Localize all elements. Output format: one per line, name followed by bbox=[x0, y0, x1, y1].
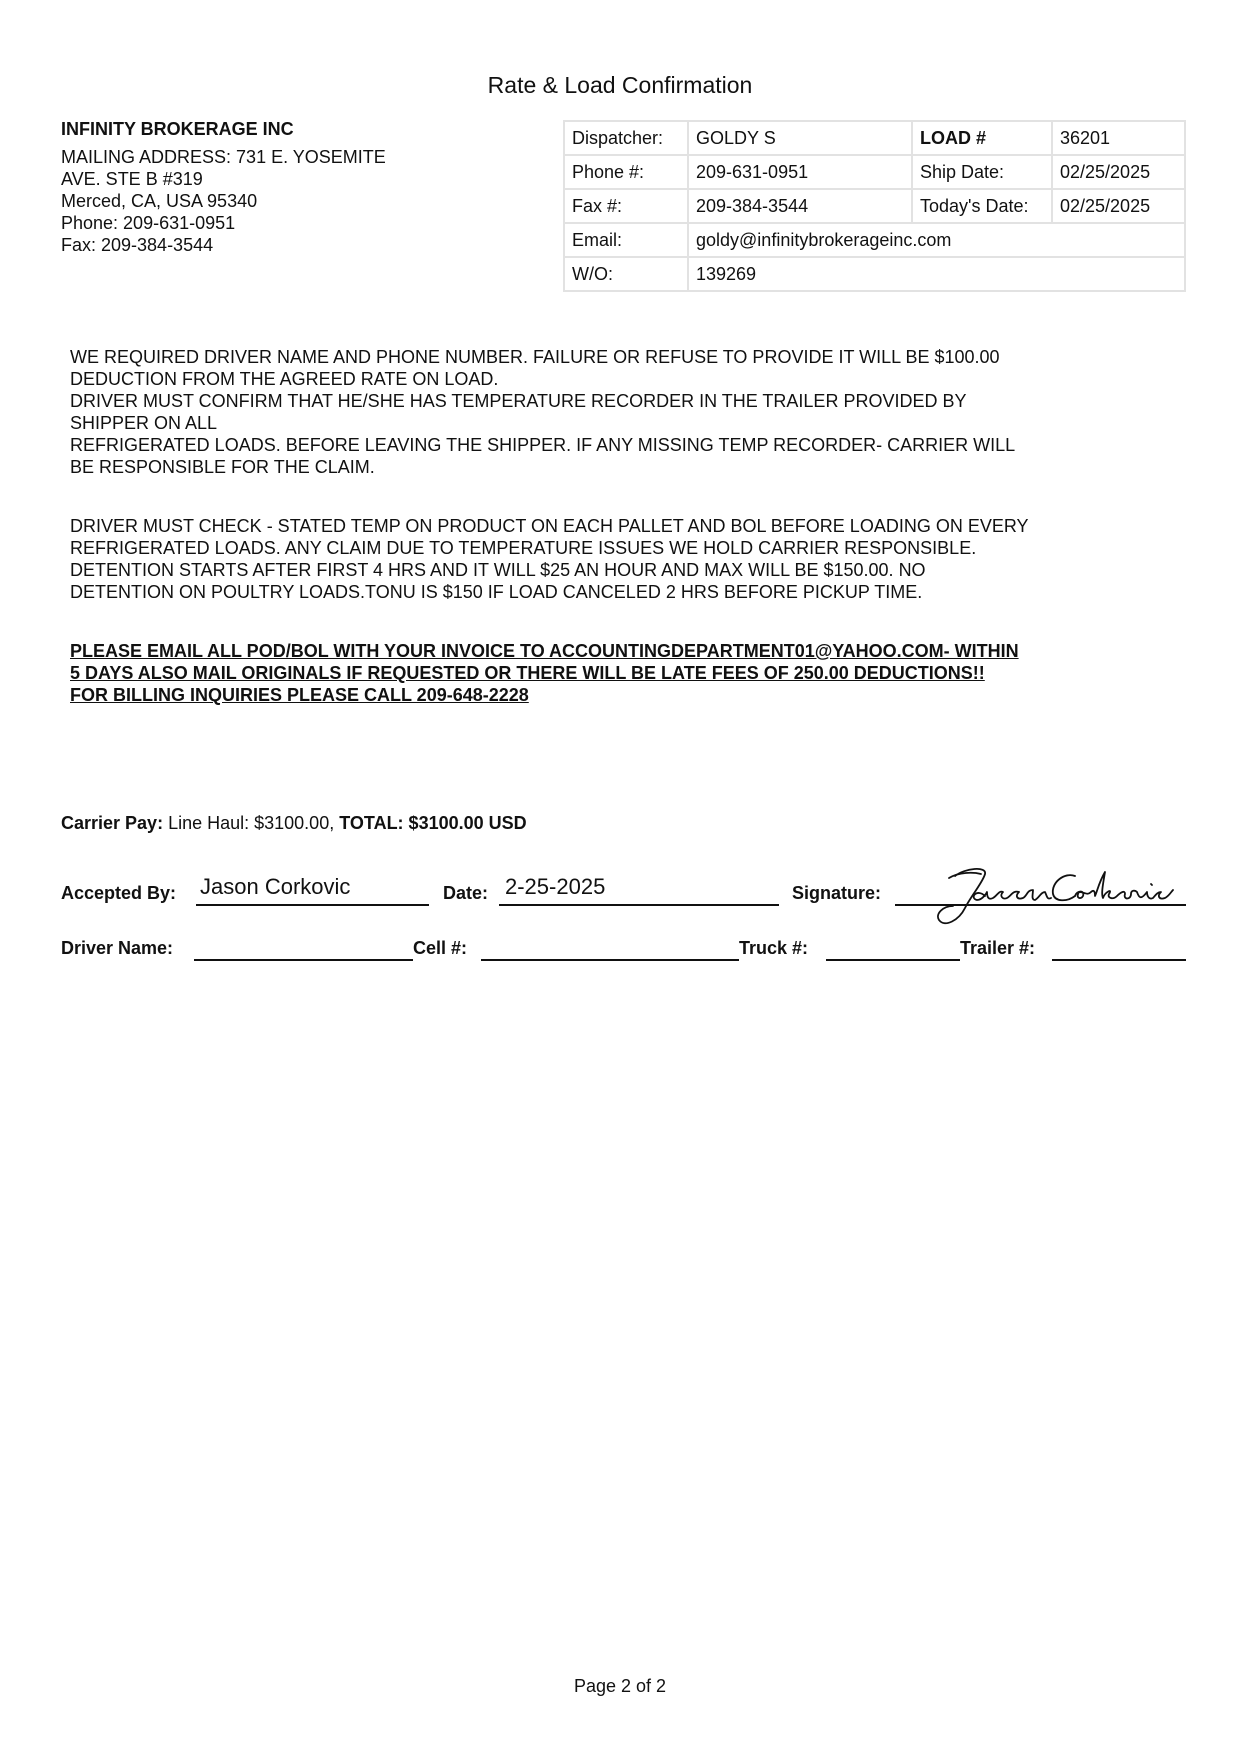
truck-field[interactable] bbox=[826, 925, 960, 961]
terms-line: REFRIGERATED LOADS. BEFORE LEAVING THE SHIPPER. IF ANY MISSING TEMP RECORDER- CARRIER WILL bbox=[70, 435, 1016, 455]
ship-date-value: 02/25/2025 bbox=[1052, 155, 1185, 189]
company-address-line2: AVE. STE B #319 bbox=[61, 169, 203, 189]
document-title: Rate & Load Confirmation bbox=[487, 72, 753, 98]
dispatcher-label: Dispatcher: bbox=[564, 121, 688, 155]
email-label: Email: bbox=[564, 223, 688, 257]
terms-line: DRIVER MUST CONFIRM THAT HE/SHE HAS TEMPERATURE RECORDER IN THE TRAILER PROVIDED BY bbox=[70, 391, 967, 411]
total-amount: TOTAL: $3100.00 USD bbox=[339, 813, 527, 833]
terms-line: REFRIGERATED LOADS. ANY CLAIM DUE TO TEMPERATURE ISSUES WE HOLD CARRIER RESPONSIBLE. bbox=[70, 538, 977, 558]
accepted-by-label: Accepted By: bbox=[61, 883, 177, 903]
carrier-pay bbox=[61, 813, 527, 834]
terms-block-2 bbox=[70, 515, 1180, 603]
signature-image bbox=[925, 862, 1175, 932]
billing-notice bbox=[70, 640, 1180, 706]
company-address-line1: MAILING ADDRESS: 731 E. YOSEMITE bbox=[61, 147, 386, 167]
terms-line: WE REQUIRED DRIVER NAME AND PHONE NUMBER. FAILURE OR REFUSE TO PROVIDE IT WILL BE $100.00 bbox=[70, 347, 1000, 367]
terms-line: SHIPPER ON ALL bbox=[70, 413, 218, 433]
terms-line: BE RESPONSIBLE FOR THE CLAIM. bbox=[70, 457, 375, 477]
line-haul: Line Haul: $3100.00, bbox=[168, 813, 335, 833]
email-value: goldy@infinitybrokerageinc.com bbox=[688, 223, 1185, 257]
terms-line: DEDUCTION FROM THE AGREED RATE ON LOAD. bbox=[70, 369, 499, 389]
trailer-label: Trailer #: bbox=[960, 938, 1036, 958]
phone-value: 209-631-0951 bbox=[688, 155, 912, 189]
load-number-value: 36201 bbox=[1052, 121, 1185, 155]
trailer-field[interactable] bbox=[1052, 925, 1186, 961]
cell-label: Cell #: bbox=[413, 938, 468, 958]
dispatcher-value: GOLDY S bbox=[688, 121, 912, 155]
table-row bbox=[564, 189, 1185, 223]
date-label: Date: bbox=[443, 883, 489, 903]
truck-label: Truck #: bbox=[739, 938, 809, 958]
table-row bbox=[564, 155, 1185, 189]
page-number: Page 2 of 2 bbox=[573, 1676, 667, 1696]
table-row bbox=[564, 121, 1185, 155]
phone-label: Phone #: bbox=[564, 155, 688, 189]
signature-label: Signature: bbox=[792, 883, 882, 903]
table-row bbox=[564, 257, 1185, 291]
driver-name-field[interactable] bbox=[194, 925, 413, 961]
wo-value: 139269 bbox=[688, 257, 1185, 291]
notice-line: PLEASE EMAIL ALL POD/BOL WITH YOUR INVOICE TO ACCOUNTINGDEPARTMENT01@YAHOO.COM- WITHIN bbox=[70, 641, 1019, 661]
wo-label: W/O: bbox=[564, 257, 688, 291]
company-block bbox=[61, 118, 481, 256]
accepted-by-value: Jason Corkovic bbox=[200, 874, 351, 899]
notice-line: 5 DAYS ALSO MAIL ORIGINALS IF REQUESTED OR THERE WILL BE LATE FEES OF 250.00 DEDUCTIONS!! bbox=[70, 663, 985, 683]
carrier-pay-label: Carrier Pay: bbox=[61, 813, 164, 833]
terms-block-1 bbox=[70, 346, 1180, 478]
terms-line: DETENTION ON POULTRY LOADS.TONU IS $150 IF LOAD CANCELED 2 HRS BEFORE PICKUP TIME. bbox=[70, 582, 923, 602]
date-value: 2-25-2025 bbox=[505, 874, 606, 899]
notice-line: FOR BILLING INQUIRIES PLEASE CALL 209-648-2228 bbox=[70, 685, 529, 705]
todays-date-label: Today's Date: bbox=[912, 189, 1052, 223]
company-address-line3: Merced, CA, USA 95340 bbox=[61, 191, 258, 211]
todays-date-value: 02/25/2025 bbox=[1052, 189, 1185, 223]
driver-name-label: Driver Name: bbox=[61, 938, 174, 958]
driver-row bbox=[61, 925, 1186, 965]
company-fax: Fax: 209-384-3544 bbox=[61, 235, 214, 255]
terms-line: DETENTION STARTS AFTER FIRST 4 HRS AND IT WILL $25 AN HOUR AND MAX WILL BE $150.00. NO bbox=[70, 560, 926, 580]
load-number-label: LOAD # bbox=[912, 121, 1052, 155]
load-info-table bbox=[563, 120, 1186, 292]
cell-field[interactable] bbox=[481, 925, 739, 961]
fax-value: 209-384-3544 bbox=[688, 189, 912, 223]
company-phone: Phone: 209-631-0951 bbox=[61, 213, 236, 233]
fax-label: Fax #: bbox=[564, 189, 688, 223]
company-name: INFINITY BROKERAGE INC bbox=[61, 119, 294, 139]
table-row bbox=[564, 223, 1185, 257]
ship-date-label: Ship Date: bbox=[912, 155, 1052, 189]
terms-line: DRIVER MUST CHECK - STATED TEMP ON PRODUCT ON EACH PALLET AND BOL BEFORE LOADING ON EVERY bbox=[70, 516, 1029, 536]
